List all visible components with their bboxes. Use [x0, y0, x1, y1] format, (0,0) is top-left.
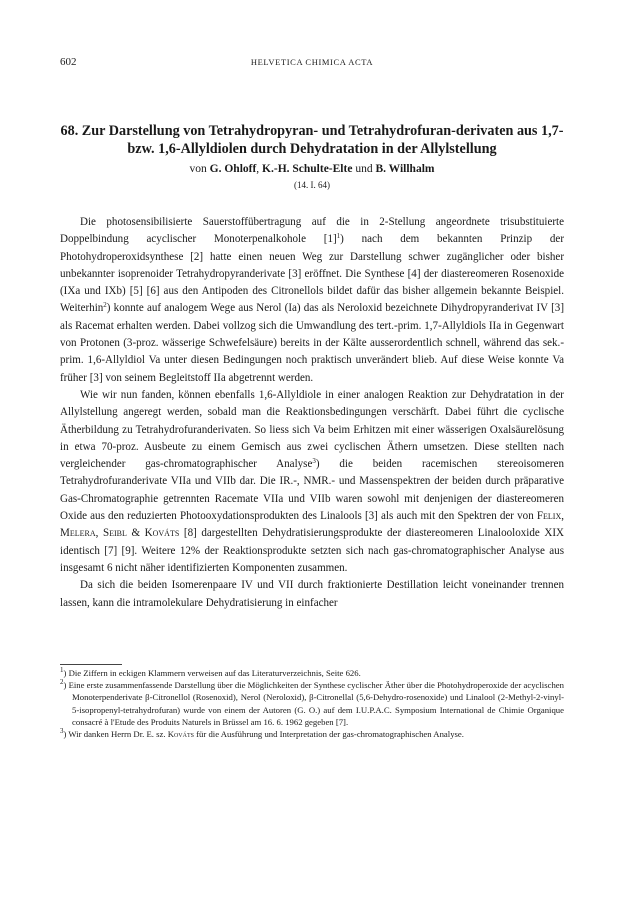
- footnote-ref: 2: [103, 301, 107, 310]
- author-line: [60, 162, 564, 177]
- authors-prefix: von: [189, 163, 207, 175]
- footnote-ref: 1: [336, 232, 341, 241]
- body-paragraph: [60, 214, 564, 387]
- body-text: ) nach dem bekannten Prinzip der Photohydroperoxidsynthese [2] hatte einen neuen Weg zur Darstellung schwer zugänglicher oder bisher unbekannter isoprenoider Tetrahydropyranderivate [3] eröffnet. Die Synthese [4] der diastereomeren Rosenoxide (IXa und IXb) [5] [6] aus den Antipoden des Citronellols bildet dafür das bisher allgemein bekannte Beispiel. Weiterhin: [60, 233, 564, 315]
- body-text: ) konnte auf analogem Wege aus Nerol (Ia) das als Neroloxid bezeichnete Dihydropyranderivat IV [3] als Racemat erhalten werden. Dabei vollzog sich die Umwandlung des tert.-prim. 1,7-Allyldiols IIa in Gegenwart von Protonen (3-proz. wässerige Schwefelsäure) bereits in der Kälte ausserordentlich schnell, während das sek.-prim. 1,6-Allyldiol Va unter diesen Bedingungen noch praktisch unverändert blieb. Auf diese Weise konnte Va früher [3] von seinem Begleitstoff IIa abgetrennt werden.: [60, 302, 564, 384]
- footnote-divider: [60, 664, 122, 665]
- cited-authors: Felix, Melera, Seibl & Kováts: [60, 510, 564, 540]
- body-paragraph: [60, 387, 564, 577]
- cited-author: Kováts: [167, 729, 194, 740]
- journal-name: HELVETICA CHIMICA ACTA: [250, 57, 374, 67]
- article-title: 68. Zur Darstellung von Tetrahydropyran- und Tetrahydrofuran-derivaten aus 1,7- bzw. 1,6-Allyldiolen durch Dehydratation in der Allylstellung: [60, 123, 564, 157]
- author-name: G. Ohloff: [209, 163, 257, 175]
- footnote: [60, 679, 564, 728]
- footnote-text: ) Wir danken Herrn Dr. E. sz.: [63, 729, 168, 740]
- author-separator: und: [355, 163, 373, 175]
- author-name: B. Willhalm: [375, 163, 435, 175]
- body-text: Wie wir nun fanden, können ebenfalls 1,6-Allyldiole in einer analogen Reaktion zur Dehydratation in der Allylstellung angeregt werden, sobald man die Reaktionsbedingungen verschärft. Dabei führt die cyclische Ätherbildung zu Tetrahydrofuranderivaten. So liess sich Va beim Erhitzen mit einer wässerigen Oxalsäurelösung in etwa 70-proz. Ausbeute zu einem Gemisch aus zwei cyclischen Äthern umsetzen. Diese stellten nach vergleichender gas-chromatographischer Analyse: [60, 388, 564, 471]
- body-text: [8] dargestellten Dehydratisierungsprodukte der diastereomeren Linalooloxide XIX identisch [7] [9]. Weitere 12% der Reaktionsprodukte setzten sich nach gas-chromatographischer Analyse aus insgesamt 6 nicht näher identifizierten Komponenten zusammen.: [60, 527, 564, 574]
- footnote-text: für die Ausführung und Interpretation der gas-chromatographischen Analyse.: [193, 729, 464, 740]
- body-text: Die photosensibilisierte Sauerstoffübertragung auf die in 2-Stellung angeordnete trisubstituierte Doppelbindung acyclischer Monoterpenalkohole [1]: [60, 216, 564, 246]
- footnote-ref: 3: [312, 457, 316, 466]
- footnote-text: ) Eine erste zusammenfassende Darstellung über die Möglichkeiten der Synthese cyclischer Äther über die Photohydroperoxide der acyclischen Monoterpenderivate β-Citronellol (Rosenoxid), Nerol (Neroloxid), β-Citronellal (5,6-Dehydro-rosenoxide) und Linalool (2-Methyl-2-vinyl-5-isopropenyl-tetrahydrofuran) wurde von einem der Autoren (G. O.) auf dem I.U.P.A.C. Symposium International de Chimie Organique consacré à l'Etude des Produits Naturels in Brüssel am 16. 6. 1962 gegeben [7].: [63, 680, 564, 727]
- footnotes: [60, 664, 564, 794]
- running-head: [60, 56, 564, 70]
- body-text: ) die beiden racemischen stereoisomeren Tetrahydrofuranderivate VIIa und VIIb dar. Die IR.-, NMR.- und Massenspektren der beiden durch präparative Gas-Chromatographie getrennten Racemate VIIa und VIIb waren sowohl mit denjenigen der diastereomeren Oxide aus den reduzierten Photooxydationsprodukten des Linalools [3] als auch mit den Spektren der von: [60, 458, 564, 523]
- footnote: [60, 728, 564, 740]
- author-name: K.-H. Schulte-Elte: [262, 163, 353, 175]
- author-separator: ,: [256, 163, 260, 175]
- body-paragraph: Da sich die beiden Isomerenpaare IV und VII durch fraktionierte Destillation leicht voneinander trennen lassen, kann die intramolekulare Dehydratisierung in einfacher: [60, 579, 564, 609]
- footnote-text: ) Die Ziffern in eckigen Klammern verweisen auf das Literaturverzeichnis, Seite 626.: [63, 668, 361, 678]
- title-block: [60, 122, 564, 191]
- footnote-mark: 2: [60, 678, 64, 687]
- received-date: (14. I. 64): [294, 180, 330, 190]
- footnote-mark: 1: [60, 666, 64, 674]
- article-body: [60, 214, 564, 658]
- footnote: [60, 667, 564, 679]
- page-number: 602: [60, 56, 77, 68]
- footnote-mark: 3: [60, 727, 64, 736]
